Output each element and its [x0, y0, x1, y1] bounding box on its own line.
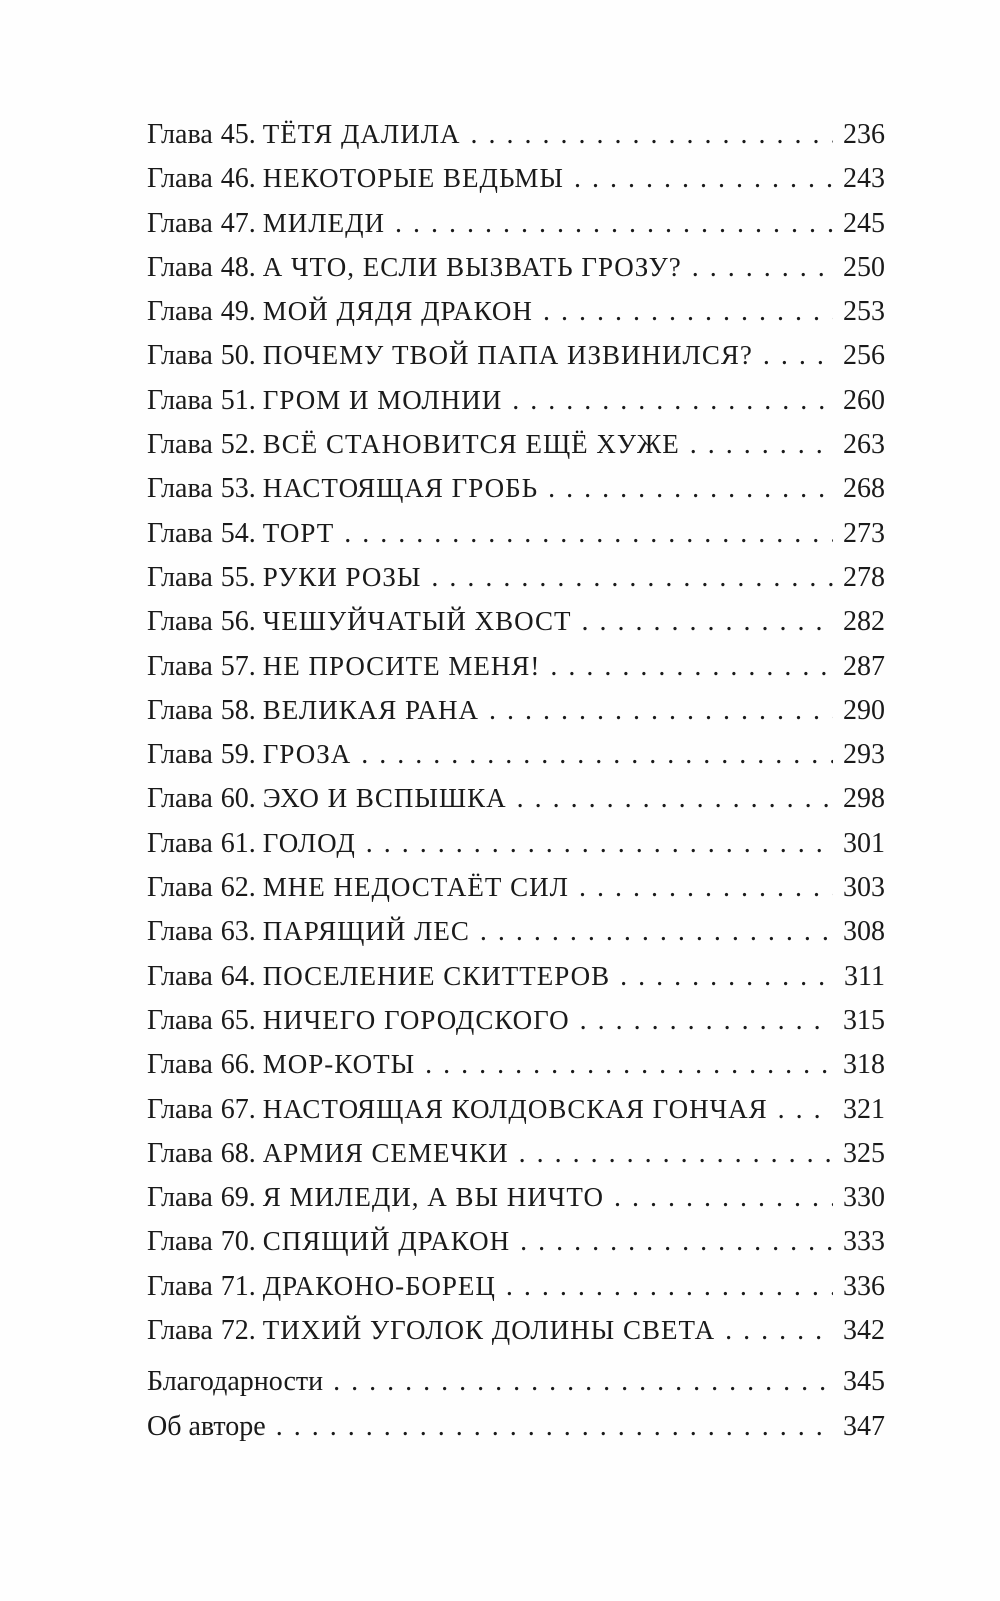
page-number: 263	[843, 429, 885, 461]
toc-entry-label	[147, 1264, 496, 1308]
dot-leader	[276, 1405, 833, 1449]
page-number: 333	[843, 1226, 885, 1258]
chapter-number: 70.	[220, 1226, 256, 1258]
dot-leader	[614, 1176, 833, 1219]
chapter-number: 61.	[220, 827, 256, 859]
toc-entry	[147, 732, 885, 776]
chapter-prefix: Глава	[147, 429, 213, 461]
toc-entry	[147, 245, 885, 289]
toc-entry-label	[147, 1308, 715, 1352]
chapter-prefix: Глава	[147, 650, 213, 682]
page-number: 345	[843, 1366, 885, 1398]
chapter-prefix: Глава	[147, 1182, 213, 1214]
chapter-title: МОЙ ДЯДЯ ДРАКОН	[262, 296, 533, 327]
page-number: 236	[843, 119, 885, 150]
chapter-title: ГРОЗА	[262, 739, 352, 770]
chapter-prefix: Глава	[147, 694, 213, 726]
toc-entry	[147, 1360, 885, 1404]
chapter-number: 47.	[220, 207, 256, 239]
toc-entry-label	[147, 909, 470, 953]
dot-leader	[581, 600, 833, 643]
dot-leader	[395, 202, 833, 245]
toc-entry-label	[147, 555, 421, 599]
dot-leader	[519, 1132, 833, 1175]
toc-entry-label	[147, 644, 540, 688]
toc-entry	[147, 865, 885, 909]
chapter-prefix: Глава	[147, 384, 213, 416]
dot-leader	[579, 866, 833, 909]
toc-entry-label	[147, 998, 570, 1042]
toc-entry	[147, 422, 885, 466]
toc-entry	[147, 998, 885, 1042]
toc-entry	[147, 954, 885, 998]
toc-entry	[147, 1264, 885, 1308]
chapter-prefix: Глава	[147, 207, 213, 239]
toc-entry-label	[147, 112, 461, 156]
toc-entry	[147, 1405, 885, 1449]
page-number: 308	[843, 916, 885, 948]
dot-leader	[548, 467, 833, 510]
chapter-title: ПАРЯЩИЙ ЛЕС	[262, 916, 470, 947]
page-number: 268	[843, 473, 885, 505]
chapter-number: 49.	[220, 296, 256, 328]
chapter-prefix: Глава	[147, 739, 213, 771]
page-number: 250	[843, 251, 885, 283]
dot-leader	[471, 113, 833, 156]
toc-entry-label	[147, 466, 538, 510]
chapter-number: 72.	[220, 1315, 256, 1347]
toc-entry	[147, 201, 885, 245]
toc-entry-label	[147, 688, 479, 732]
dot-leader	[425, 1043, 833, 1086]
section-title: Благодарности	[147, 1366, 324, 1398]
page-number: 260	[843, 384, 885, 416]
toc-entry-label	[147, 821, 356, 865]
dot-leader	[690, 423, 833, 466]
chapter-title: МИЛЕДИ	[262, 207, 385, 238]
dot-leader	[489, 689, 833, 732]
page-number: 287	[843, 650, 885, 682]
page-number: 278	[843, 561, 885, 593]
chapter-prefix: Глава	[147, 827, 213, 859]
chapter-title: ПОЧЕМУ ТВОЙ ПАПА ИЗВИНИЛСЯ?	[262, 340, 753, 371]
dot-leader	[778, 1088, 833, 1131]
toc-entry-label	[147, 422, 680, 466]
toc-entry	[147, 511, 885, 555]
dot-leader	[366, 822, 833, 865]
toc-entry	[147, 821, 885, 865]
chapter-number: 46.	[220, 163, 256, 195]
chapter-prefix: Глава	[147, 473, 213, 505]
dot-leader	[763, 334, 833, 377]
toc-entry-label	[147, 333, 753, 377]
toc-entry	[147, 289, 885, 333]
table-of-contents	[147, 112, 885, 1449]
chapter-title: МНЕ НЕДОСТАЁТ СИЛ	[262, 872, 569, 903]
toc-entry-label	[147, 289, 533, 333]
chapter-prefix: Глава	[147, 561, 213, 593]
chapter-title: ТИХИЙ УГОЛОК ДОЛИНЫ СВЕТА	[262, 1315, 716, 1346]
page-number: 325	[843, 1137, 885, 1169]
page-number: 321	[843, 1093, 885, 1125]
toc-entry-label	[147, 1405, 266, 1449]
chapter-prefix: Глава	[147, 916, 213, 948]
chapter-number: 69.	[220, 1182, 256, 1214]
chapter-prefix: Глава	[147, 1093, 213, 1125]
chapter-title: РУКИ РОЗЫ	[262, 561, 422, 592]
page-number: 336	[843, 1270, 885, 1302]
toc-entry	[147, 1087, 885, 1131]
chapter-prefix: Глава	[147, 251, 213, 283]
chapter-number: 58.	[220, 694, 256, 726]
chapter-title: ВСЁ СТАНОВИТСЯ ЕЩЁ ХУЖЕ	[262, 429, 680, 460]
page-number: 315	[843, 1004, 885, 1036]
toc-entry	[147, 555, 885, 599]
toc-entry-label	[147, 1131, 509, 1175]
dot-leader	[692, 246, 833, 289]
toc-entry-label	[147, 1087, 768, 1131]
dot-leader	[620, 955, 833, 998]
chapter-prefix: Глава	[147, 960, 213, 992]
page-number: 342	[843, 1315, 885, 1347]
chapter-prefix: Глава	[147, 340, 213, 372]
toc-entry-label	[147, 954, 610, 998]
toc-entry-label	[147, 378, 502, 422]
toc-entry-label	[147, 599, 571, 643]
toc-entry-label	[147, 1219, 510, 1263]
chapter-title: НАСТОЯЩАЯ КОЛДОВСКАЯ ГОНЧАЯ	[262, 1093, 768, 1124]
chapter-number: 67.	[220, 1093, 256, 1125]
dot-leader	[431, 556, 833, 599]
page-number: 347	[843, 1410, 885, 1442]
page-number: 301	[843, 827, 885, 859]
chapter-prefix: Глава	[147, 296, 213, 328]
dot-leader	[574, 157, 833, 200]
dot-leader	[520, 1220, 833, 1263]
chapter-prefix: Глава	[147, 517, 213, 549]
toc-entry	[147, 1042, 885, 1086]
chapter-number: 65.	[220, 1004, 256, 1036]
chapter-number: 68.	[220, 1137, 256, 1169]
toc-entry	[147, 466, 885, 510]
toc-entry	[147, 1308, 885, 1352]
toc-entry-label	[147, 1360, 323, 1404]
toc-entry	[147, 644, 885, 688]
chapter-prefix: Глава	[147, 1270, 213, 1302]
toc-entry-label	[147, 1042, 415, 1086]
page-number: 303	[843, 872, 885, 904]
chapter-number: 64.	[220, 960, 256, 992]
chapter-number: 50.	[220, 340, 256, 372]
toc-entry-label	[147, 511, 334, 555]
toc-entry-label	[147, 865, 569, 909]
toc-entry	[147, 1219, 885, 1263]
page-number: 273	[843, 517, 885, 549]
dot-leader	[550, 645, 833, 688]
toc-entry-label	[147, 156, 564, 200]
chapter-title: НЕКОТОРЫЕ ВЕДЬМЫ	[262, 163, 564, 194]
chapter-number: 48.	[220, 251, 256, 283]
chapter-prefix: Глава	[147, 1315, 213, 1347]
page-number: 330	[843, 1182, 885, 1214]
chapter-title: ТЁТЯ ДАЛИЛА	[262, 119, 461, 149]
toc-entry	[147, 378, 885, 422]
toc-entry-label	[147, 201, 385, 245]
chapter-prefix: Глава	[147, 1004, 213, 1036]
chapter-title: ВЕЛИКАЯ РАНА	[262, 694, 480, 725]
page-number: 253	[843, 296, 885, 328]
chapter-title: НАСТОЯЩАЯ ГРОБЬ	[262, 473, 539, 504]
toc-entry	[147, 156, 885, 200]
chapter-prefix: Глава	[147, 606, 213, 638]
chapter-number: 57.	[220, 650, 256, 682]
chapter-title: ДРАКОНО-БОРЕЦ	[262, 1270, 496, 1301]
toc-entry-label	[147, 732, 351, 776]
chapter-prefix: Глава	[147, 1137, 213, 1169]
chapter-number: 60.	[220, 783, 256, 815]
dot-leader	[512, 379, 833, 422]
toc-entry-label	[147, 776, 507, 820]
page-number: 245	[843, 207, 885, 239]
chapter-title: ЭХО И ВСПЫШКА	[262, 783, 507, 814]
dot-leader	[517, 777, 833, 820]
chapter-title: ПОСЕЛЕНИЕ СКИТТЕРОВ	[262, 960, 611, 991]
chapter-title: А ЧТО, ЕСЛИ ВЫЗВАТЬ ГРОЗУ?	[262, 251, 682, 282]
page-number: 290	[843, 694, 885, 726]
chapter-title: СПЯЩИЙ ДРАКОН	[262, 1226, 511, 1257]
chapter-title: ЧЕШУЙЧАТЫЙ ХВОСТ	[262, 606, 572, 637]
chapter-number: 55.	[220, 561, 256, 593]
chapter-number: 59.	[220, 739, 256, 771]
chapter-number: 53.	[220, 473, 256, 505]
chapter-title: МОР-КОТЫ	[262, 1049, 416, 1080]
toc-entry	[147, 333, 885, 377]
page-number: 311	[844, 960, 885, 992]
chapter-number: 63.	[220, 916, 256, 948]
page-number: 243	[843, 163, 885, 195]
chapter-prefix: Глава	[147, 1226, 213, 1258]
page-number: 298	[843, 783, 885, 815]
chapter-title: ТОРТ	[262, 517, 335, 548]
chapter-number: 54.	[220, 517, 256, 549]
toc-entry-label	[147, 245, 682, 289]
toc-entry	[147, 1131, 885, 1175]
toc-entry	[147, 909, 885, 953]
toc-entry-label	[147, 1175, 604, 1219]
chapter-prefix: Глава	[147, 1049, 213, 1081]
toc-entry	[147, 688, 885, 732]
chapter-number: 71.	[220, 1270, 256, 1302]
chapter-title: НИЧЕГО ГОРОДСКОГО	[262, 1004, 570, 1035]
chapter-number: 56.	[220, 606, 256, 638]
page-number: 318	[843, 1049, 885, 1081]
dot-leader	[361, 733, 833, 776]
chapter-title: НЕ ПРОСИТЕ МЕНЯ!	[262, 650, 541, 681]
page-number: 256	[843, 340, 885, 372]
dot-leader	[580, 999, 833, 1042]
dot-leader	[333, 1360, 833, 1404]
chapter-number: 51.	[220, 384, 256, 416]
chapter-number: 62.	[220, 872, 256, 904]
dot-leader	[725, 1309, 833, 1352]
dot-leader	[344, 512, 833, 555]
toc-entry	[147, 112, 885, 156]
dot-leader	[543, 290, 833, 333]
chapter-title: Я МИЛЕДИ, А ВЫ НИЧТО	[262, 1182, 604, 1213]
dot-leader	[480, 910, 833, 953]
chapter-title: ГОЛОД	[262, 827, 356, 858]
page-number: 293	[843, 739, 885, 771]
toc-entry	[147, 599, 885, 643]
chapter-prefix: Глава	[147, 163, 213, 195]
toc-entry	[147, 1175, 885, 1219]
chapter-title: ГРОМ И МОЛНИИ	[262, 384, 503, 415]
chapter-number: 66.	[220, 1049, 256, 1081]
chapter-prefix: Глава	[147, 119, 213, 150]
page-number: 282	[843, 606, 885, 638]
chapter-title: АРМИЯ СЕМЕЧКИ	[262, 1137, 509, 1168]
section-title: Об авторе	[147, 1410, 266, 1442]
chapter-number: 52.	[220, 429, 256, 461]
chapter-prefix: Глава	[147, 872, 213, 904]
toc-entry	[147, 776, 885, 820]
dot-leader	[506, 1265, 833, 1308]
chapter-number: 45.	[220, 119, 256, 150]
chapter-prefix: Глава	[147, 783, 213, 815]
